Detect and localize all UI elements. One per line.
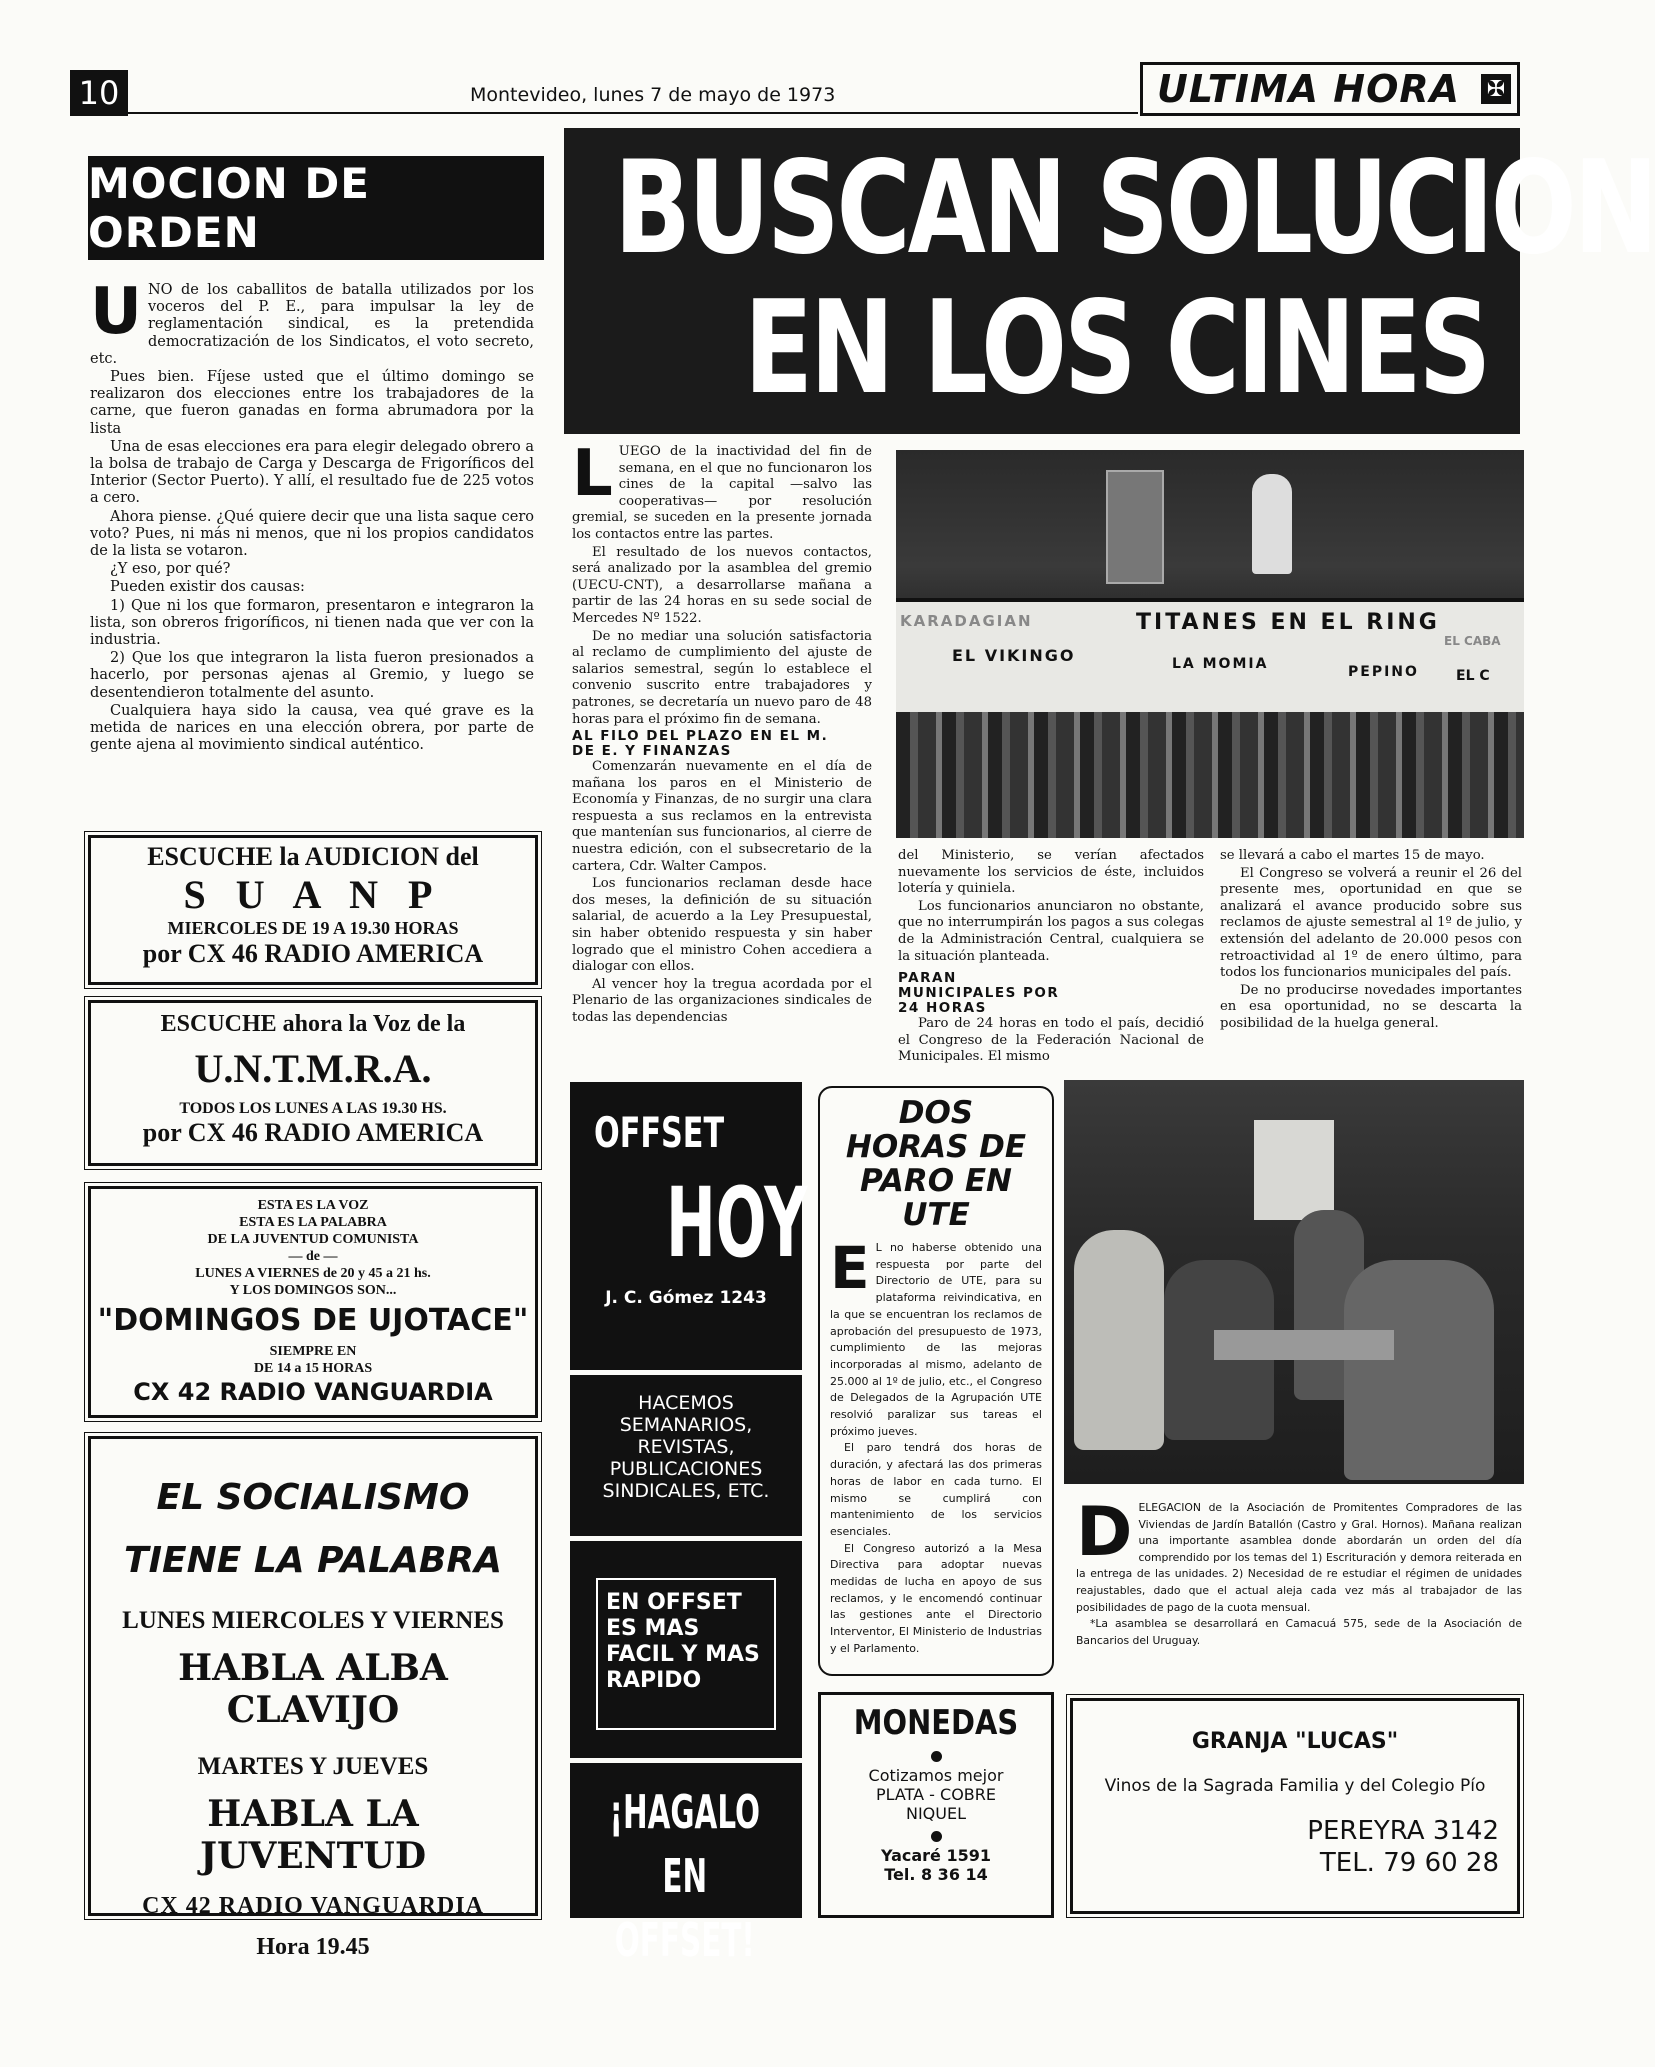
ad-monedas-l2: PLATA - COBRE bbox=[875, 1785, 997, 1804]
cines-col3 bbox=[1220, 848, 1522, 1034]
mocion-p3: Una de esas elecciones era para elegir delegado obrero a la bolsa de trabajo de Carga y Descarga de Frigoríficos del Interior (Sector Puerto). Y allí, el resultado fue de 225 votos a cero. bbox=[90, 438, 534, 507]
delegacion-p1: ELEGACION de la Asociación de Promitentes Compradores de las Viviendas de Jardín Batallón (Castro y Gral. Hornos). Mañana realizan una importante asamblea donde abordarán un orden del día comprendido por los temas del 1) Escrituración y demora reiterada en la entrega de las unidades. 2) Necesidad de re estudiar el régimen de unidades reajustables, dado que el actual aleja cada vez más al trabajador de las posibilidades de pago de la cuota mensual. bbox=[1076, 1501, 1522, 1614]
ad-granja-l1: Vinos de la Sagrada Familia y del Colegio Pío bbox=[1104, 1776, 1486, 1796]
meeting-photo bbox=[1064, 1080, 1524, 1484]
ad-socialismo-l8: Hora 19.45 bbox=[256, 1934, 370, 1960]
ad-monedas bbox=[818, 1692, 1054, 1918]
cines-p1: UEGO de la inactividad del fin de semana, en el que no funcionaron los cines de la capital —salvo las cooperativas— por resolución gremial, se suceden en la presente jornada los contactos entre las partes. bbox=[572, 444, 872, 542]
ad-suanp-line4: por CX 46 RADIO AMERICA bbox=[142, 939, 484, 968]
mocion-logo bbox=[88, 156, 544, 260]
cines-col2 bbox=[898, 848, 1204, 1067]
bullet-icon bbox=[931, 1751, 942, 1762]
ad-offset-boxed: EN OFFSET ES MAS FACIL Y MAS RAPIDO bbox=[596, 1578, 776, 1730]
ad-ujotace-l2: ESTA ES LA PALABRA bbox=[239, 1215, 387, 1230]
ute-dropcap: E bbox=[830, 1234, 870, 1302]
ad-granja-l3: TEL. 79 60 28 bbox=[1319, 1848, 1499, 1878]
ad-socialismo bbox=[88, 1436, 538, 1960]
ad-ujotace-l8: SIEMPRE EN bbox=[269, 1344, 357, 1359]
mocion-p8: 2) Que los que integraron la lista fueron presionados a hacerlo, por personas ajenas al Gremio, y luego se desentendieron totalmente del asunto. bbox=[90, 650, 534, 701]
mocion-p2: Pues bien. Fíjese usted que el último domingo se realizaron dos elecciones entre los trabajadores de la carne, que fueron ganadas en forma abrumadora por la lista bbox=[90, 369, 534, 437]
ad-untmra-line4: por CX 46 RADIO AMERICA bbox=[142, 1118, 484, 1147]
ad-suanp-line3: MIERCOLES DE 19 A 19.30 HORAS bbox=[167, 918, 459, 938]
cines-col1 bbox=[572, 437, 872, 1028]
bullet-icon bbox=[931, 1831, 942, 1842]
cines-headline-line1: BUSCAN SOLUCION bbox=[614, 134, 1655, 283]
ad-monedas-l3: NIQUEL bbox=[905, 1804, 966, 1823]
ad-ujotace-l9: DE 14 a 15 HORAS bbox=[253, 1361, 373, 1376]
cinema-photo: KARADAGIAN TITANES EN EL RING EL VIKINGO LA MOMIA PEPINO EL CABA EL C bbox=[896, 450, 1524, 838]
ad-suanp-line1: ESCUCHE la AUDICION del bbox=[147, 842, 479, 871]
ad-socialismo-l4: HABLA ALBA CLAVIJO bbox=[178, 1647, 448, 1731]
ad-suanp-name: S U A N P bbox=[183, 872, 443, 917]
ad-socialismo-l2: TIENE LA PALABRA bbox=[124, 1540, 502, 1581]
ad-offset-cta: ¡HAGALO EN OFFSET! bbox=[609, 1785, 761, 1967]
ad-socialismo-l1: EL SOCIALISMO bbox=[156, 1477, 470, 1518]
ad-monedas-l4: Yacaré 1591 bbox=[880, 1846, 992, 1865]
ad-monedas-title: MONEDAS bbox=[853, 1703, 1019, 1743]
cines-c3-p2: El Congreso se volverá a reunir el 26 del presente mes, oportunidad en que se analizará el avance producido sobre sus reclamos de ajuste semestral al 1º de julio, y extensión del adelanto de 20.000 pesos con retroactividad al 1º de enero último, para todos los funcionarios municipales del país. bbox=[1220, 865, 1522, 981]
ad-granja-title: GRANJA "LUCAS" bbox=[1191, 1729, 1399, 1754]
ad-offset-title: OFFSET bbox=[594, 1108, 725, 1157]
ad-offset-big: HOY bbox=[666, 1167, 808, 1279]
ad-suanp bbox=[88, 835, 538, 985]
ad-socialismo-l3: LUNES MIERCOLES Y VIERNES bbox=[122, 1607, 504, 1634]
mocion-p4: Ahora piense. ¿Qué quiere decir que una lista saque cero voto? Pues, ni más ni menos, que ni los propios candidatos de la lista se votaron. bbox=[90, 508, 534, 560]
cines-headline bbox=[564, 128, 1655, 434]
cines-c3-p1: se llevará a cabo el martes 15 de mayo. bbox=[1220, 848, 1485, 863]
ad-ujotace-l5: LUNES A VIERNES de 20 y 45 a 21 hs. bbox=[195, 1266, 431, 1281]
ute-headline: DOS HORAS DE PARO EN UTE bbox=[845, 1095, 1027, 1233]
ad-untmra bbox=[88, 1000, 538, 1166]
ad-monedas-l1: Cotizamos mejor bbox=[868, 1766, 1004, 1785]
ute-p2: El paro tendrá dos horas de duración, y afectará las dos primeras horas de labor en cada turno. El mismo se cumplirá con mantenimiento de los servicios esenciales. bbox=[830, 1441, 1042, 1538]
mocion-p7: 1) Que ni los que formaron, presentaron e integraron la lista, son obreros frigoríficos, ni tienen nada que ver con la industria. bbox=[90, 597, 534, 649]
marquee-n2: LA MOMIA bbox=[1172, 656, 1269, 672]
delegacion-p2: *La asamblea se desarrollará en Camacuá 575, sede de la Asociación de Bancarios del Uruguay. bbox=[1076, 1617, 1522, 1647]
cines-subhead2: PARAN MUNICIPALES POR 24 HORAS bbox=[898, 970, 1060, 1017]
marquee-left: KARADAGIAN bbox=[900, 612, 1033, 630]
ad-ujotace-name: "DOMINGOS DE UJOTACE" bbox=[97, 1303, 529, 1338]
masthead-title: ULTIMA HORA bbox=[1157, 67, 1461, 111]
ad-granja-l2: PEREYRA 3142 bbox=[1307, 1816, 1499, 1846]
ad-untmra-line1: ESCUCHE ahora la Voz de la bbox=[160, 1011, 466, 1037]
cines-c2-p2: Los funcionarios anunciaron no obstante, que no interrumpirán los pagos a sus colegas de la Administración Central, cualquiera se la situación planteada. bbox=[898, 898, 1204, 964]
mocion-p5: ¿Y eso, por qué? bbox=[110, 561, 231, 578]
cines-headline-line2: EN LOS CINES bbox=[744, 274, 1489, 423]
cines-p2: El resultado de los nuevos contactos, será analizado por la asamblea del gremio (UECU-CNT), a desarrollarse mañana a partir de las 24 horas en su sede social de Mercedes Nº 1522. bbox=[572, 544, 872, 626]
ad-monedas-l5: Tel. 8 36 14 bbox=[884, 1865, 988, 1884]
ad-socialismo-l6: HABLA LA JUVENTUD bbox=[199, 1793, 427, 1877]
mocion-p9: Cualquiera haya sido la causa, vea qué grave es la metida de narices en una elección obrera, por parte de gente ajena al movimiento sindical auténtico. bbox=[90, 702, 534, 754]
ad-offset-mid: HACEMOS SEMANARIOS, REVISTAS, PUBLICACIONES SINDICALES, ETC. bbox=[602, 1392, 770, 1502]
cines-p3: De no mediar una solución satisfactoria al reclamo de cumplimiento del ajuste de salarios semestral, según lo establece el convenio suscrito entre trabajadores y patrones, se decretaría un nuevo paro de 48 horas para el próximo fin de semana. bbox=[572, 628, 872, 727]
cines-c2-p1: del Ministerio, se verían afectados nuevamente los servicios de éste, incluidos lotería y quiniela. bbox=[898, 848, 1204, 897]
cines-p6: Al vencer hoy la tregua acordada por el Plenario de las organizaciones sindicales de todas las dependencias bbox=[572, 976, 872, 1025]
ad-offset-address: J. C. Gómez 1243 bbox=[605, 1288, 767, 1308]
ad-untmra-name: U.N.T.M.R.A. bbox=[194, 1046, 432, 1091]
ad-granja bbox=[1070, 1698, 1520, 1914]
ad-ujotace-l10: CX 42 RADIO VANGUARDIA bbox=[133, 1378, 493, 1406]
page-number: 10 bbox=[70, 70, 128, 116]
ad-untmra-line3: TODOS LOS LUNES A LAS 19.30 HS. bbox=[179, 1100, 447, 1117]
ad-ujotace-l4: — de — bbox=[288, 1249, 338, 1264]
cines-c3-p3: De no producirse novedades importantes en esa oportunidad, no se descarta la posibilidad de la huelga general. bbox=[1220, 982, 1522, 1031]
ad-socialismo-l7: CX 42 RADIO VANGUARDIA bbox=[142, 1893, 484, 1919]
ad-offset bbox=[570, 1082, 808, 1967]
cines-dropcap: L bbox=[572, 437, 613, 511]
mocion-article bbox=[90, 275, 534, 755]
ad-ujotace-l6: Y LOS DOMINGOS SON... bbox=[229, 1283, 397, 1298]
ad-ujotace-l3: DE LA JUVENTUD COMUNISTA bbox=[207, 1232, 419, 1247]
ute-p3: El Congreso autorizó a la Mesa Directiva para adoptar nuevas medidas de lucha en apoyo de sus reclamos, y le encomendó continuar las gestiones ante el Directorio Interventor, El Ministerio de Industrias y el Parlamento. bbox=[830, 1541, 1042, 1655]
delegacion-article bbox=[1076, 1493, 1522, 1649]
ad-socialismo-l5: MARTES Y JUEVES bbox=[197, 1753, 429, 1780]
cines-c2-p3: Paro de 24 horas en todo el país, decidió el Congreso de la Federación Nacional de Municipales. El mismo bbox=[898, 1016, 1204, 1065]
ute-p1: L no haberse obtenido una respuesta por parte del Directorio de UTE, para su plataforma reivindicativa, en la que se encuentran los reclamos de aprobación del presupuesto de 1973, cumplimiento de las mejoras incorporadas al mismo, adelanto de 25.000 al 1º de julio, etc., el Congreso de Delegados de la Agrupación UTE resolvió paralizar sus tareas el próximo jueves. bbox=[830, 1241, 1042, 1438]
masthead-emblem-icon: ✠ bbox=[1481, 74, 1511, 104]
masthead bbox=[1140, 62, 1520, 116]
header-rule bbox=[128, 112, 1138, 114]
ad-ujotace bbox=[88, 1186, 538, 1418]
mocion-p1: NO de los caballitos de batalla utilizados por los voceros del P. E., para impulsar la ley de reglamentación sindical, es la pretendida democratización de los Sindicatos, el voto secreto, etc. bbox=[90, 282, 534, 367]
marquee-n3: PEPINO bbox=[1348, 664, 1419, 680]
marquee-title: TITANES EN EL RING bbox=[1136, 610, 1440, 635]
mocion-p6: Pueden existir dos causas: bbox=[110, 579, 305, 596]
marquee-n4: EL CABA bbox=[1444, 634, 1501, 648]
cines-subhead1: AL FILO DEL PLAZO EN EL M. DE E. Y FINANZAS bbox=[572, 728, 829, 760]
ad-ujotace-l1: ESTA ES LA VOZ bbox=[257, 1198, 369, 1213]
marquee-n1: EL VIKINGO bbox=[952, 646, 1076, 665]
mocion-dropcap: U bbox=[90, 275, 142, 349]
ute-article bbox=[818, 1086, 1054, 1676]
cines-p5: Los funcionarios reclaman desde hace dos meses, la definición de su situación salarial, de acuerdo a la Ley Presupuestal, sin haber obtenido respuesta y sin haber logrado que el ministro Cohen accediera a dialogar con ellos. bbox=[572, 876, 872, 975]
mocion-logo-text: MOCION DE ORDEN bbox=[88, 159, 370, 257]
cines-p4: Comenzarán nuevamente en el día de mañana los paros en el Ministerio de Economía y Finanzas, de no surgir una clara respuesta a sus reclamos en la entrevista que mantenían sus funcionarios, al cierre de nuestra edición, con el subsecretario de la cartera, Cdr. Walter Campos. bbox=[572, 759, 872, 874]
delegacion-dropcap: D bbox=[1076, 1493, 1133, 1572]
dateline: Montevideo, lunes 7 de mayo de 1973 bbox=[470, 84, 836, 106]
